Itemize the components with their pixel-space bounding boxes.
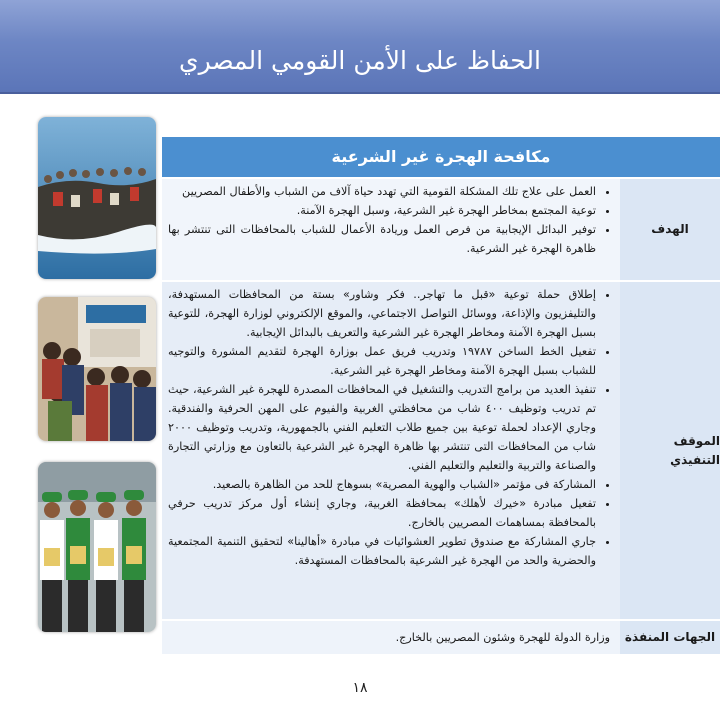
list-item: • توعية المجتمع بمخاطر الهجرة غير الشرعية، وسبل الهجرة الآمنة.: [168, 201, 596, 220]
row-label-execution-status: الموقف التنفيذي: [620, 282, 720, 619]
row-label-implementing-bodies: الجهات المنفذة: [620, 621, 720, 654]
migrant-boat-photo: [38, 117, 156, 279]
row-content-execution-status: [162, 282, 620, 619]
list-item: • جاري المشاركة مع صندوق تطوير العشوائيات في مبادرة «أهالينا» لتحقيق التنمية المجتمعية والحضرية والحد من الهجرة غير الشرعية بالمحافظات المستهدفة.: [168, 532, 596, 570]
table-title: مكافحة الهجرة غير الشرعية: [162, 137, 720, 179]
row-label-goal: الهدف: [620, 179, 720, 280]
list-item: • المشاركة فى مؤتمر «الشباب والهوية المصرية» بسوهاج للحد من الظاهرة بالصعيد.: [168, 475, 596, 494]
content-table: [162, 137, 720, 656]
list-item: • توفير البدائل الإيجابية من فرص العمل وريادة الأعمال للشباب بالمحافظات التى تنتشر بها ظاهرة الهجرة غير الشرعية.: [168, 220, 596, 258]
table-row-goal: [162, 179, 720, 282]
list-item: • تفعيل مبادرة «خيرك لأهلك» بمحافظة الغربية، وجاري إنشاء أول مركز تدريب حرفي بالمحافظة بمساهمات المصريين بالخارج.: [168, 494, 596, 532]
list-item: • إطلاق حملة توعية «قبل ما تهاجر.. فكر وشاور» بستة من المحافظات المستهدفة، والتليفزيون والإذاعة، ووسائل التواصل الاجتماعي، والموقع الإلكتروني لوزارة الهجرة، للتوعية بسبل الهجرة الآمنة ومخاطر الهجرة غير الشرعية والتعريف بالبدائل الإيجابية.: [168, 285, 596, 342]
awareness-event-photo: [38, 297, 156, 441]
list-item: • العمل على علاج تلك المشكلة القومية التي تهدد حياة آلاف من الشباب والأطفال المصريين: [168, 182, 596, 201]
trainees-certificates-photo: [38, 462, 156, 632]
list-item: • تنفيذ العديد من برامج التدريب والتشغيل في المحافظات المصدرة للهجرة غير الشرعية، حيث تم تدريب وتوظيف ٤٠٠ شاب من محافظتي الغربية والفيوم على المهن الحرفية والفندقية. وجاري الإعداد لحملة توعية بين جميع طلاب التعليم الفني بالجمهورية، وتدريب وتوظيف ٢٠٠٠ شاب من المحافظات التى تنتشر بها ظاهرة الهجرة غير الشرعية بالتعاون مع وزارتي التجارة والصناعة والتربية والتعليم والتعليم الفني.: [168, 380, 596, 475]
table-row-execution-status: [162, 282, 720, 621]
row-content-goal: [162, 179, 620, 280]
list-item: • تفعيل الخط الساخن ١٩٧٨٧ وتدريب فريق عمل بوزارة الهجرة لتقديم المشورة والتوجيه للشباب بسبل الهجرة الآمنة ومخاطر الهجرة غير الشرعية.: [168, 342, 596, 380]
table-row-implementing-bodies: [162, 621, 720, 656]
page-title: الحفاظ على الأمن القومي المصري: [179, 46, 541, 75]
page-number: ١٨: [352, 680, 368, 696]
row-content-implementing-bodies: وزارة الدولة للهجرة وشئون المصريين بالخارج.: [162, 621, 620, 654]
page-header: [0, 0, 720, 94]
